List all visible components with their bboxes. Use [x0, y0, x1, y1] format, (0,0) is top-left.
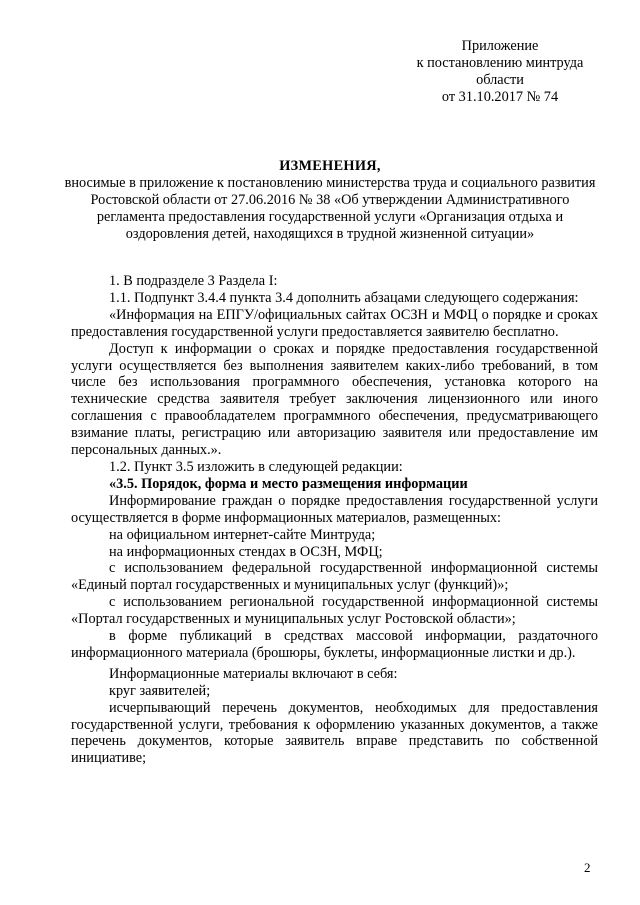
paragraph-8: на официальном интернет-сайте Минтруда; — [109, 526, 376, 543]
paragraph-14: круг заявителей; — [109, 682, 211, 699]
paragraph-7: Информирование граждан о порядке предоставления государственной услуги осуществляется в форме информационных материалов, размещенных: — [71, 492, 598, 526]
paragraph-1: 1. В подразделе 3 Раздела I: — [109, 273, 278, 289]
paragraph-15: исчерпывающий перечень документов, необходимых для предоставления государственной услуги, требования к оформлению указанных документов, а также перечень документов, которые заявитель вправе представить по собственной инициативе; — [71, 699, 598, 767]
paragraph-4: Доступ к информации о сроках и порядке предоставления государственной услуги осуществляется без выполнения заявителем каких-либо требований, в том числе без использования программного обеспечения, установка которого на технические средства заявителя требует заключения лицензионного или иного соглашения с правообладателем программного обеспечения, предусматривающего взимание платы, регистрацию или авторизацию заявителя или предоставление им персональных данных.». — [71, 340, 598, 459]
appendix-line-2: к постановлению минтруда — [416, 55, 584, 71]
page-number: 2 — [584, 860, 591, 875]
appendix-line-3: области — [476, 72, 524, 88]
paragraph-13: Информационные материалы включают в себя: — [109, 665, 398, 682]
paragraph-2: 1.1. Подпункт 3.4.4 пункта 3.4 дополнить абзацами следующего содержания: — [109, 289, 579, 306]
paragraph-5: 1.2. Пункт 3.5 изложить в следующей редакции: — [109, 458, 403, 475]
document-body — [71, 273, 598, 767]
paragraph-11: с использованием региональной государственной информационной системы «Портал государственных и муниципальных услуг Ростовской области»; — [71, 594, 598, 628]
paragraph-3: «Информация на ЕПГУ/официальных сайтах ОСЗН и МФЦ о порядке и сроках предоставления государственной услуги предоставляется заявителю бесплатно. — [71, 306, 598, 340]
section-heading-3-5: «3.5. Порядок, форма и место размещения информации — [109, 475, 468, 492]
appendix-line-1: Приложение — [461, 38, 539, 54]
document-subtitle: вносимые в приложение к постановлению министерства труда и социального развития Ростовской области от 27.06.2016 № 38 «Об утверждении Административного регламента предоставления государственной услуги «Организация отдыха и оздоровления детей, находящихся в трудной жизненной ситуации» — [64, 175, 596, 242]
paragraph-9: на информационных стендах в ОСЗН, МФЦ; — [109, 543, 383, 560]
document-title-block — [60, 158, 600, 243]
appendix-block — [400, 38, 600, 106]
paragraph-10: с использованием федеральной государственной информационной системы «Единый портал государственных и муниципальных услуг (функций)»; — [71, 560, 598, 594]
appendix-line-4: от 31.10.2017 № 74 — [441, 89, 559, 105]
document-heading: ИЗМЕНЕНИЯ, — [279, 158, 381, 174]
paragraph-12: в форме публикаций в средствах массовой информации, раздаточного информационного материала (брошюры, буклеты, информационные листки и др.). — [71, 628, 598, 661]
